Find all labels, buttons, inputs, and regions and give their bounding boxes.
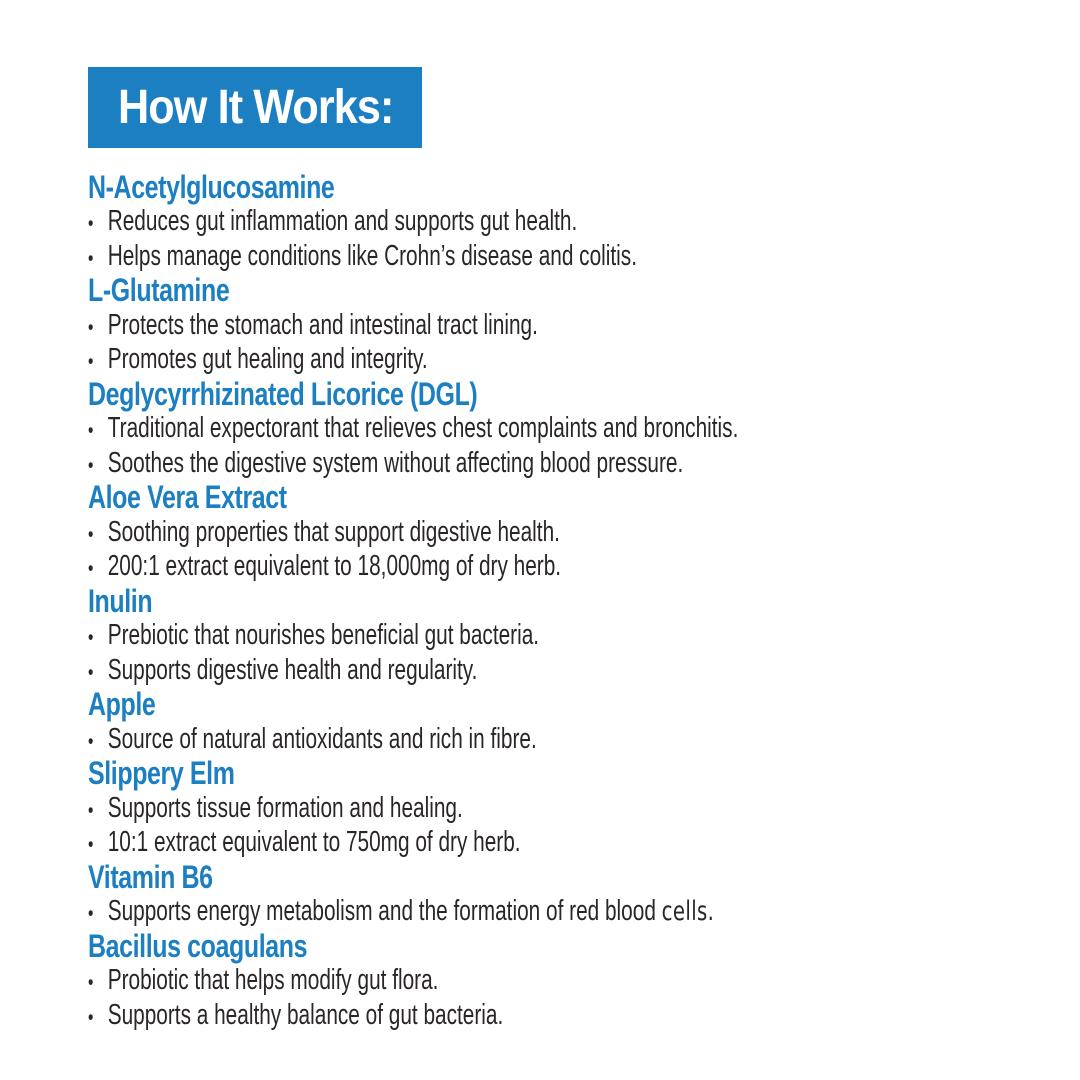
bullet-icon: •	[88, 350, 94, 374]
bullet-icon: •	[88, 212, 94, 236]
banner-title: How It Works:	[118, 81, 394, 134]
bullet-item	[88, 343, 979, 378]
section-heading: L-Glutamine	[88, 272, 230, 309]
bullet-text-alt: cells.	[661, 896, 715, 928]
bullet-item	[88, 239, 979, 274]
bullet-icon: •	[88, 419, 94, 443]
section-heading: Aloe Vera Extract	[88, 479, 287, 516]
bullet-icon: •	[88, 729, 94, 753]
bullet-item	[88, 964, 979, 999]
bullet-text: Source of natural antioxidants and rich in fibre.	[107, 722, 537, 755]
bullet-text: Traditional expectorant that relieves chest complaints and bronchitis.	[107, 412, 739, 445]
bullet-text: Soothes the digestive system without affecting blood pressure.	[107, 446, 684, 479]
bullet-icon: •	[88, 902, 94, 926]
section-heading: Apple	[88, 686, 156, 723]
bullet-item	[88, 446, 979, 481]
bullet-item	[88, 205, 979, 240]
bullet-text: 10:1 extract equivalent to 750mg of dry herb.	[107, 826, 521, 859]
bullet-item	[88, 308, 979, 343]
bullet-text: Supports digestive health and regularity.	[107, 653, 478, 686]
bullet-item	[88, 826, 979, 861]
section-heading: Bacillus coagulans	[88, 927, 308, 964]
bullet-text: Soothing properties that support digestive health.	[107, 515, 560, 548]
bullet-text: Helps manage conditions like Crohn’s disease and colitis.	[107, 239, 637, 272]
bullet-icon: •	[88, 660, 94, 684]
bullet-icon: •	[88, 626, 94, 650]
bullet-text: Reduces gut inflammation and supports gut health.	[107, 205, 578, 238]
bullet-text: Supports tissue formation and healing.	[107, 791, 463, 824]
bullet-item	[88, 791, 979, 826]
bullet-text: Supports energy metabolism and the formation of red blood	[107, 895, 662, 928]
bullet-icon: •	[88, 798, 94, 822]
section-heading: N-Acetylglucosamine	[88, 168, 335, 205]
section-heading: Vitamin B6	[88, 858, 213, 895]
bullet-text: Probiotic that helps modify gut flora.	[107, 964, 439, 997]
bullet-item	[88, 515, 979, 550]
bullet-item	[88, 653, 979, 688]
bullet-icon: •	[88, 557, 94, 581]
bullet-icon: •	[88, 246, 94, 270]
bullet-icon: •	[88, 315, 94, 339]
bullet-text: Promotes gut healing and integrity.	[107, 343, 428, 376]
bullet-item	[88, 619, 979, 654]
content	[88, 170, 979, 1033]
bullet-icon: •	[88, 453, 94, 477]
bullet-item	[88, 412, 979, 447]
bullet-icon: •	[88, 1005, 94, 1029]
section-heading: Deglycyrrhizinated Licorice (DGL)	[88, 375, 478, 412]
bullet-icon: •	[88, 971, 94, 995]
bullet-text: Supports a healthy balance of gut bacteria.	[107, 998, 504, 1031]
bullet-icon: •	[88, 522, 94, 546]
bullet-text: 200:1 extract equivalent to 18,000mg of dry herb.	[107, 550, 562, 583]
section-heading: Inulin	[88, 582, 153, 619]
bullet-item	[88, 998, 979, 1033]
bullet-item	[88, 895, 979, 930]
how-it-works-banner	[88, 67, 422, 148]
bullet-text: Prebiotic that nourishes beneficial gut bacteria.	[107, 619, 540, 652]
bullet-icon: •	[88, 833, 94, 857]
section-heading: Slippery Elm	[88, 755, 235, 792]
bullet-item	[88, 550, 979, 585]
bullet-text: Protects the stomach and intestinal tract lining.	[107, 308, 538, 341]
bullet-item	[88, 722, 979, 757]
